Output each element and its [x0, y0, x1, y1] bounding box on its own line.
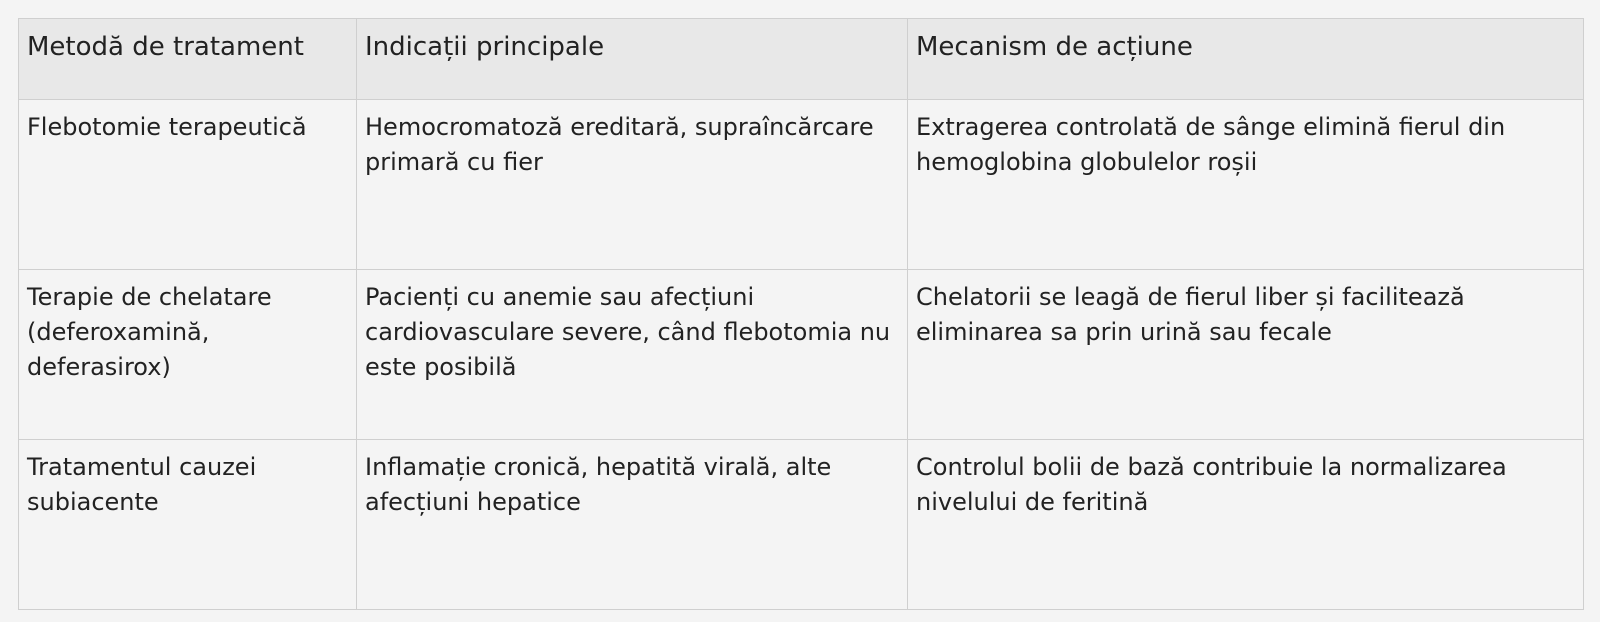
table-row	[19, 100, 1584, 270]
header-mechanism-of-action: Mecanism de acțiune	[908, 19, 1584, 100]
cell-mechanism: Controlul bolii de bază contribuie la normalizarea nivelului de feritină	[908, 440, 1584, 610]
cell-indications: Inflamație cronică, hepatită virală, alte afecțiuni hepatice	[357, 440, 908, 610]
table-row	[19, 440, 1584, 610]
cell-indications: Hemocromatoză ereditară, supraîncărcare primară cu fier	[357, 100, 908, 270]
cell-method: Terapie de chelatare (deferoxamină, deferasirox)	[19, 270, 357, 440]
header-main-indications: Indicații principale	[357, 19, 908, 100]
cell-method: Flebotomie terapeutică	[19, 100, 357, 270]
treatment-table	[18, 18, 1584, 610]
cell-method: Tratamentul cauzei subiacente	[19, 440, 357, 610]
cell-indications: Pacienți cu anemie sau afecțiuni cardiovasculare severe, când flebotomia nu este posibilă	[357, 270, 908, 440]
table-header	[19, 19, 1584, 100]
header-row	[19, 19, 1584, 100]
table-row	[19, 270, 1584, 440]
header-treatment-method: Metodă de tratament	[19, 19, 357, 100]
table-body	[19, 100, 1584, 610]
cell-mechanism: Extragerea controlată de sânge elimină fierul din hemoglobina globulelor roșii	[908, 100, 1584, 270]
cell-mechanism: Chelatorii se leagă de fierul liber și facilitează eliminarea sa prin urină sau fecale	[908, 270, 1584, 440]
